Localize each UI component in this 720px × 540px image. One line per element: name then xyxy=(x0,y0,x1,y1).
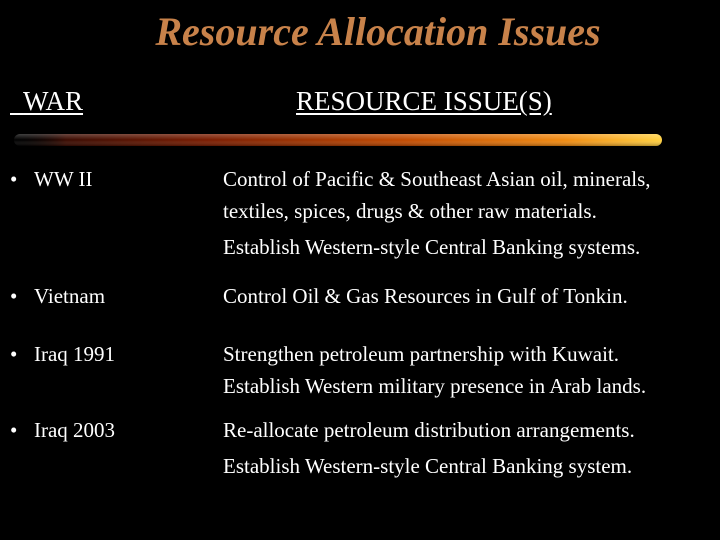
war-name: Vietnam xyxy=(34,284,106,308)
slide-title: Resource Allocation Issues xyxy=(155,9,601,54)
war-label xyxy=(10,280,105,312)
issue-line: Establish Western-style Central Banking systems. xyxy=(223,235,641,259)
war-label xyxy=(10,163,93,195)
resource-issues xyxy=(223,280,720,312)
resource-issues xyxy=(223,414,720,482)
issue-line: Establish Western military presence in Arab lands. xyxy=(223,374,647,398)
bullet: • xyxy=(10,284,18,308)
issue-line: Re-allocate petroleum distribution arrangements. xyxy=(223,418,635,442)
war-name: Iraq 1991 xyxy=(34,342,116,366)
resource-issues xyxy=(223,338,720,402)
war-label xyxy=(10,338,115,370)
issue-line: Control of Pacific & Southeast Asian oil, minerals, xyxy=(223,167,651,191)
war-name: Iraq 2003 xyxy=(34,418,116,442)
issue-line: Control Oil & Gas Resources in Gulf of Tonkin. xyxy=(223,284,628,308)
bullet: • xyxy=(10,167,18,191)
resource-issues xyxy=(223,163,720,263)
issue-line: Strengthen petroleum partnership with Kuwait. xyxy=(223,342,619,366)
war-name: WW II xyxy=(34,167,93,191)
resource-issue-column-header: RESOURCE ISSUE(S) xyxy=(296,86,552,116)
war-column-label: WAR xyxy=(23,86,84,116)
issue-line: textiles, spices, drugs & other raw materials. xyxy=(223,199,597,223)
bullet: • xyxy=(10,418,18,442)
war-column-header xyxy=(10,84,83,118)
war-label xyxy=(10,414,115,446)
issue-line: Establish Western-style Central Banking system. xyxy=(223,454,633,478)
bullet: • xyxy=(10,342,18,366)
glowing-divider-bar xyxy=(14,132,662,148)
